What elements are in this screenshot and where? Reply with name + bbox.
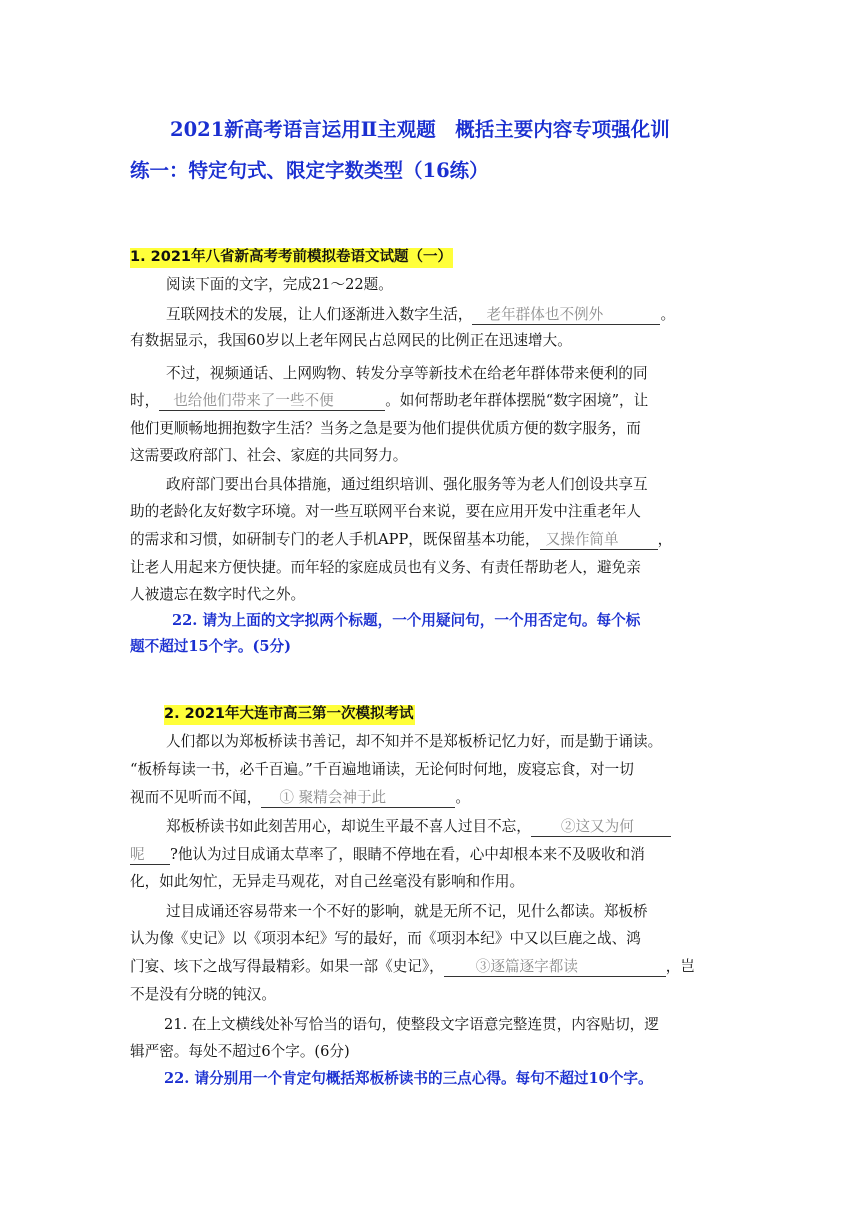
s2-blank-1[interactable]: ① 聚精会神于此 <box>261 791 455 808</box>
s1-p2-line3: 他们更顺畅地拥抱数字生活？当务之急是要为他们提供优质方便的数字服务，而 <box>130 420 641 437</box>
s2-blank-2a[interactable]: ②这又为何 <box>531 820 671 837</box>
section-1-intro: 阅读下面的文字，完成21～22题。 <box>166 276 393 293</box>
s1-question-22-line2: 题不超过15个字。(5分) <box>130 638 292 655</box>
s2-p3-line2: 认为像《史记》以《项羽本纪》写的最好，而《项羽本纪》中又以巨鹿之战、鸿 <box>130 930 641 947</box>
s1-p2-line2: 时， 也给他们带来了一些不便 。如何帮助老年群体摆脱“数字困境”，让 <box>130 392 649 409</box>
s2-p2-line3: 化，如此匆忙，无异走马观花，对自己丝毫没有影响和作用。 <box>130 873 525 890</box>
s1-p3-line1: 政府部门要出台具体措施，通过组织培训、强化服务等为老人们创设共享互 <box>166 476 648 493</box>
s2-p1-line2: “板桥每读一书，必千百遍。”千百遍地诵读，无论何时何地，废寝忘食，对一切 <box>130 761 634 778</box>
s1-p1-line2: 有数据显示，我国60岁以上老年网民占总网民的比例正在迅速增大。 <box>130 332 572 349</box>
s1-blank-3[interactable]: 又操作简单 <box>540 533 658 550</box>
s2-p2-line1: 郑板桥读书如此刻苦用心，却说生平最不喜人过目不忘， ②这又为何 <box>166 820 671 837</box>
s2-question-22: 22. 请分别用一个肯定句概括郑板桥读书的三点心得。每句不超过10个字。 <box>164 1070 653 1087</box>
s2-blank-3[interactable]: ③逐篇逐字都读 <box>444 960 666 977</box>
s1-p3-line5: 人被遗忘在数字时代之外。 <box>130 586 306 603</box>
document-title-line2: 练一：特定句式、限定字数类型（16练） <box>130 159 489 182</box>
s1-p1-line1: 互联网技术的发展，让人们逐渐进入数字生活， 老年群体也不例外 。 <box>166 306 676 323</box>
s2-question-21-line2: 辑严密。每处不超过6个字。(6分) <box>130 1043 350 1060</box>
s1-p2-line1: 不过，视频通话、上网购物、转发分享等新技术在给老年群体带来便利的同 <box>166 365 648 382</box>
s1-p3-line4: 让老人用起来方便快捷。而年轻的家庭成员也有义务、有责任帮助老人，避免亲 <box>130 559 641 576</box>
s2-p3-line3: 门宴、垓下之战写得最精彩。如果一部《史记》， ③逐篇逐字都读 ，岂 <box>130 958 695 975</box>
s1-p2-line4: 这需要政府部门、社会、家庭的共同努力。 <box>130 447 408 464</box>
s1-blank-2[interactable]: 也给他们带来了一些不便 <box>159 394 385 411</box>
s2-question-21-line1: 21. 在上文横线处补写恰当的语句，使整段文字语意完整连贯，内容贴切，逻 <box>164 1016 659 1033</box>
section-1-heading: 1. 2021年八省新高考考前模拟卷语文试题（一） <box>130 248 453 268</box>
s1-p3-line3: 的需求和习惯，如研制专门的老人手机APP，既保留基本功能， 又操作简单 ， <box>130 531 673 548</box>
s2-p1-line3: 视而不见听而不闻， ① 聚精会神于此 。 <box>130 789 470 806</box>
s1-p3-line2: 助的老龄化友好数字环境。对一些互联网平台来说，要在应用开发中注重老年人 <box>130 503 641 520</box>
s2-p3-line4: 不是没有分晓的钝汉。 <box>130 986 276 1003</box>
section-2-heading: 2. 2021年大连市高三第一次模拟考试 <box>164 705 415 725</box>
s2-p1-line1: 人们都以为郑板桥读书善记，却不知并不是郑板桥记忆力好，而是勤于诵读。 <box>166 733 663 750</box>
s2-blank-2b[interactable]: 呢 <box>130 848 170 865</box>
s1-blank-1[interactable]: 老年群体也不例外 <box>472 308 660 325</box>
s2-p3-line1: 过目成诵还容易带来一个不好的影响，就是无所不记，见什么都读。郑板桥 <box>166 903 648 920</box>
document-title-line1: 2021新高考语言运用Ⅱ主观题 概括主要内容专项强化训 <box>170 118 670 141</box>
s2-p2-line2: 呢 ?他认为过目成诵太草率了，眼睛不停地在看，心中却根本来不及吸收和消 <box>130 846 645 863</box>
s1-question-22-line1: 22. 请为上面的文字拟两个标题，一个用疑问句，一个用否定句。每个标 <box>172 612 641 629</box>
